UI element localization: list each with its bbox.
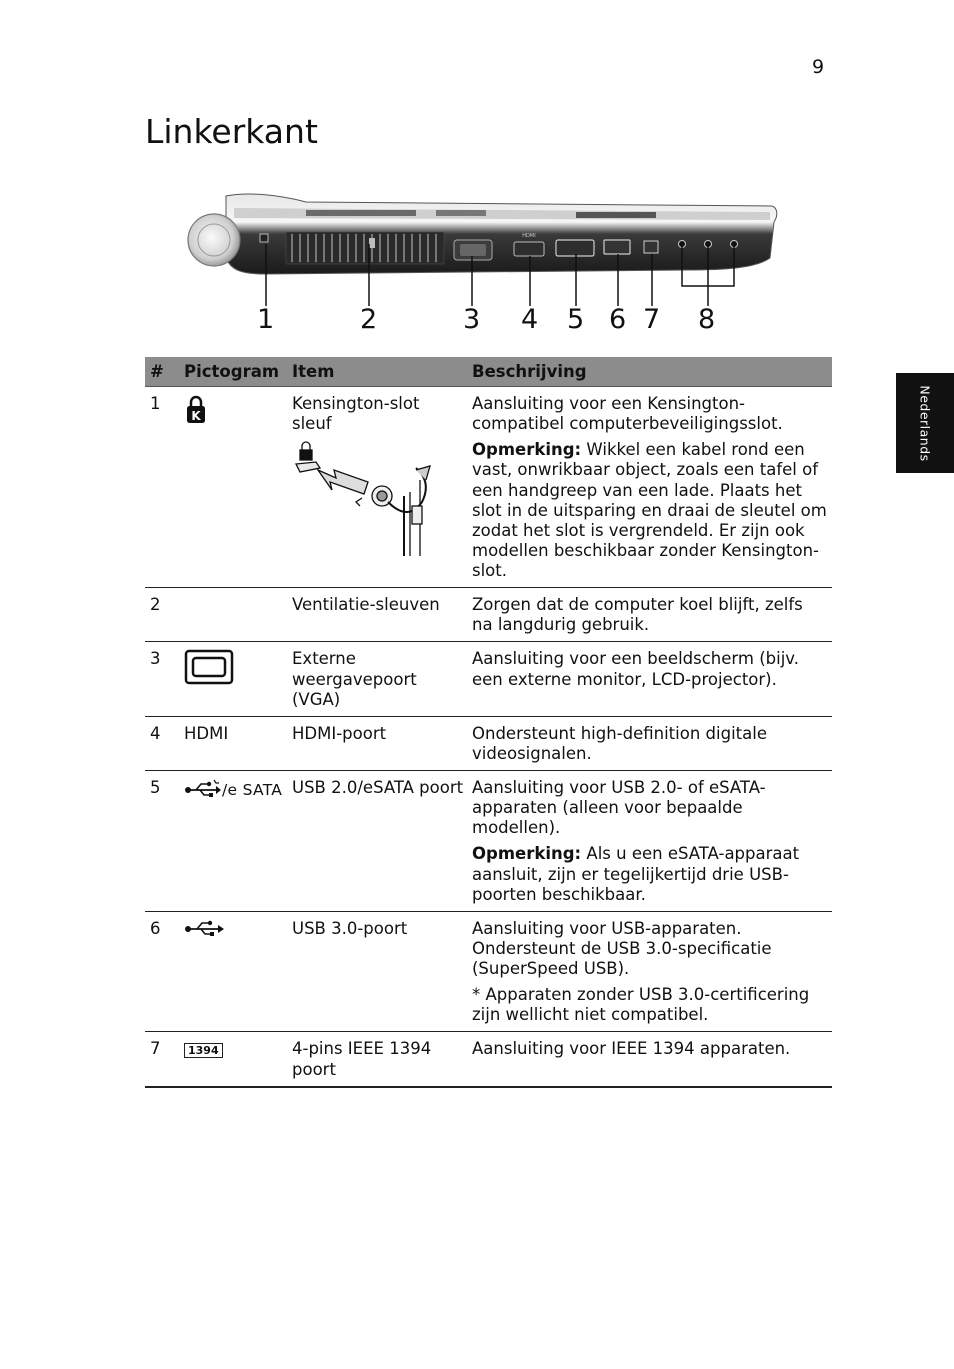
callout-8: 8 bbox=[698, 304, 716, 335]
header-item: Item bbox=[288, 357, 468, 387]
callout-6: 6 bbox=[609, 304, 627, 335]
page-number: 9 bbox=[812, 56, 825, 78]
table-header-row bbox=[145, 357, 832, 387]
note-label: Opmerking: bbox=[472, 440, 582, 460]
display-port-icon bbox=[184, 649, 234, 685]
language-tab bbox=[896, 373, 954, 473]
header-description: Beschrijving bbox=[468, 357, 832, 387]
note-label: Opmerking: bbox=[472, 844, 582, 864]
callout-lines bbox=[0, 0, 954, 320]
row-item: Ventilatie-sleuven bbox=[288, 588, 468, 642]
hdmi-icon-label: HDMI bbox=[180, 716, 288, 770]
ports-table bbox=[145, 357, 832, 1088]
row-description: Aansluiting voor een Kensington-compatibel computerbeveiligingsslot. bbox=[472, 394, 783, 434]
row-item: 4-pins IEEE 1394 poort bbox=[288, 1032, 468, 1087]
row-note: Wikkel een kabel rond een vast, onwrikbaar object, zoals een tafel of een handgreep van een lade. Plaats het slot in de uitsparing en draai de sleutel om zodat het slot is vergrendeld. Er zijn ook modellen beschikbaar zonder Kensington-slot. bbox=[472, 440, 827, 580]
table-row bbox=[145, 771, 832, 912]
table-row bbox=[145, 911, 832, 1032]
row-note: Als u een eSATA-apparaat aansluit, zijn er tegelijkertijd drie USB-poorten beschikbaar. bbox=[472, 844, 800, 904]
callout-7: 7 bbox=[643, 304, 661, 335]
row-item: Kensington-slot sleuf bbox=[292, 394, 420, 434]
row-number: 2 bbox=[145, 588, 180, 642]
table-row bbox=[145, 716, 832, 770]
table-row bbox=[145, 642, 832, 716]
row-item: USB 2.0/eSATA poort bbox=[288, 771, 468, 912]
callout-1: 1 bbox=[257, 304, 275, 335]
usb-icon bbox=[184, 778, 222, 800]
row-description: Ondersteunt high-definition digitale videosignalen. bbox=[468, 716, 832, 770]
row-number: 7 bbox=[145, 1032, 180, 1087]
table-row bbox=[145, 1032, 832, 1087]
usb-icon bbox=[184, 919, 226, 939]
callout-4: 4 bbox=[521, 304, 539, 335]
page-title: Linkerkant bbox=[145, 112, 318, 151]
kensington-lock-icon bbox=[184, 394, 208, 424]
row-description: Zorgen dat de computer koel blijft, zelfs na langdurig gebruik. bbox=[468, 588, 832, 642]
row-number: 1 bbox=[145, 387, 180, 588]
row-item: HDMI-poort bbox=[288, 716, 468, 770]
row-item: USB 3.0-poort bbox=[288, 911, 468, 1032]
esata-label: /e SATA bbox=[222, 781, 283, 799]
row-number: 6 bbox=[145, 911, 180, 1032]
header-number: # bbox=[145, 357, 180, 387]
header-icon: Pictogram bbox=[180, 357, 288, 387]
row-number: 5 bbox=[145, 771, 180, 912]
row-description: Aansluiting voor IEEE 1394 apparaten. bbox=[468, 1032, 832, 1087]
row-number: 3 bbox=[145, 642, 180, 716]
language-tab-label: Nederlands bbox=[917, 384, 933, 462]
table-row bbox=[145, 387, 832, 588]
row-item: Externe weergavepoort (VGA) bbox=[288, 642, 468, 716]
callout-3: 3 bbox=[463, 304, 481, 335]
row-note: * Apparaten zonder USB 3.0-certificering zijn wellicht niet compatibel. bbox=[472, 985, 810, 1025]
callout-numbers bbox=[0, 306, 954, 346]
row-number: 4 bbox=[145, 716, 180, 770]
table-row bbox=[145, 588, 832, 642]
row-description: Aansluiting voor USB-apparaten. Ondersteunt de USB 3.0-specificatie (SuperSpeed USB). bbox=[472, 918, 772, 978]
kensington-cable-illustration bbox=[292, 440, 432, 565]
callout-5: 5 bbox=[567, 304, 585, 335]
callout-2: 2 bbox=[360, 304, 378, 335]
svg-text:K: K bbox=[191, 409, 201, 423]
row-description: Aansluiting voor USB 2.0- of eSATA-apparaten (alleen voor bepaalde modellen). bbox=[472, 778, 766, 838]
row-description: Aansluiting voor een beeldscherm (bijv. een externe monitor, LCD-projector). bbox=[468, 642, 832, 716]
ieee1394-icon: 1394 bbox=[184, 1043, 223, 1058]
hdmi-port-label: HDMI bbox=[522, 233, 536, 239]
